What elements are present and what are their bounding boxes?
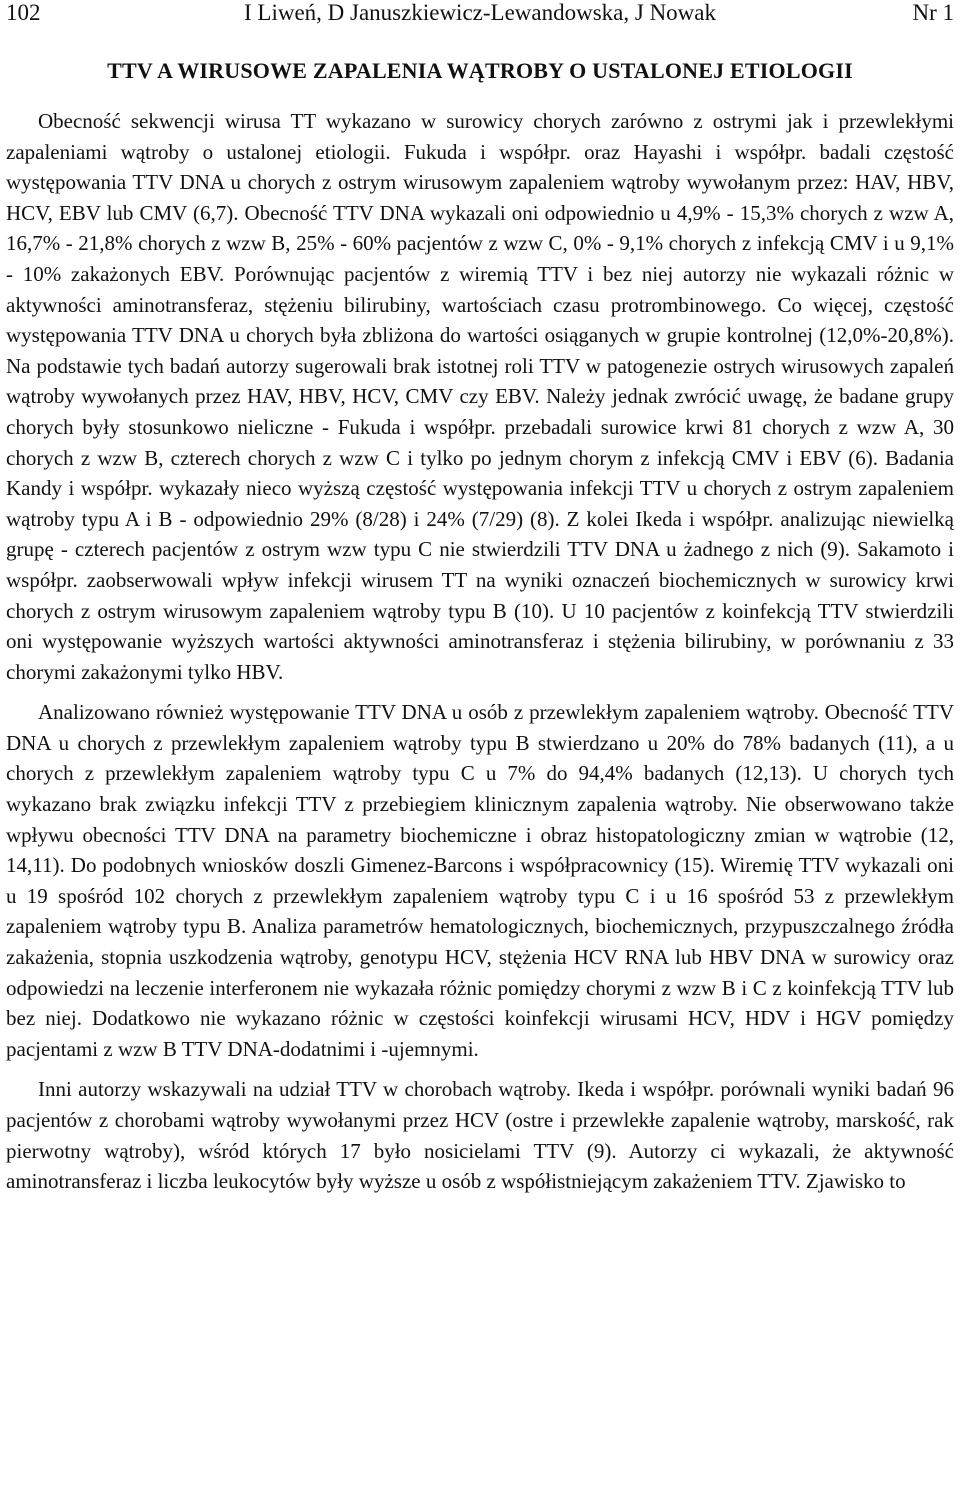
body-paragraph: Analizowano również występowanie TTV DNA u osób z przewlekłym zapaleniem wątroby. Obecność TTV DNA u chorych z przewlekłym zapaleniem wątroby typu B stwierdzano u 20% do 78% badanych (11), a u chorych z przewlekłym zapaleniem wątroby typu C u 7% do 94,4% badanych (12,13). U chorych tych wykazano brak związku infekcji TTV z przebiegiem klinicznym zapalenia wątroby. Nie obserwowano także wpływu obecności TTV DNA na parametry biochemiczne i obraz histopatologiczny zmian w wątrobie (12, 14,11). Do podobnych wniosków doszli Gimenez-Barcons i współpracownicy (15). Wiremię TTV wykazali oni u 19 spośród 102 chorych z przewlekłym zapaleniem wątroby typu C i u 16 spośród 53 z przewlekłym zapaleniem wątroby typu B. Analiza parametrów hematologicznych, biochemicznych, przypuszczalnego źródła zakażenia, stopnia uszkodzenia wątroby, genotypu HCV, stężenia HCV RNA lub HBV DNA w surowicy oraz odpowiedzi na leczenie interferonem nie wykazała różnic pomiędzy chorymi z wzw B i C z koinfekcją TTV lub bez niej. Dodatkowo nie wykazano różnic w częstości koinfekcji wirusami HCV, HDV i HGV pomiędzy pacjentami z wzw B TTV DNA-dodatnimi i -ujemnymi. xyxy=(6,700,954,1061)
document-page xyxy=(6,0,954,1197)
running-header-authors: I Liweń, D Januszkiewicz-Lewandowska, J Nowak xyxy=(244,0,716,25)
body-paragraph: Inni autorzy wskazywali na udział TTV w chorobach wątroby. Ikeda i współpr. porównali wyniki badań 96 pacjentów z chorobami wątroby wywołanymi przez HCV (ostre i przewlekłe zapalenie wątroby, marskość, rak pierwotny wątroby), wśród których 17 było nosicielami TTV (9). Autorzy ci wykazali, że aktywność aminotransferaz i liczba leukocytów były wyższe u osób z współistniejącym zakażeniem TTV. Zjawisko to xyxy=(6,1077,954,1194)
body-paragraph: Obecność sekwencji wirusa TT wykazano w surowicy chorych zarówno z ostrymi jak i przewlekłymi zapaleniami wątroby o ustalonej etiologii. Fukuda i współpr. oraz Hayashi i współpr. badali częstość występowania TTV DNA u chorych z ostrym wirusowym zapaleniem wątroby wywołanym przez: HAV, HBV, HCV, EBV lub CMV (6,7). Obecność TTV DNA wykazali oni odpowiednio u 4,9% - 15,3% chorych z wzw A, 16,7% - 21,8% chorych z wzw B, 25% - 60% pacjentów z wzw C, 0% - 9,1% chorych z infekcją CMV i u 9,1% - 10% zakażonych EBV. Porównując pacjentów z wiremią TTV i bez niej autorzy nie wykazali różnic w aktywności aminotransferaz, stężeniu bilirubiny, wartościach czasu protrombinowego. Co więcej, częstość występowania TTV DNA u chorych była zbliżona do wartości osiąganych w grupie kontrolnej (12,0%-20,8%). Na podstawie tych badań autorzy sugerowali brak istotnej roli TTV w patogenezie ostrych wirusowych zapaleń wątroby wywołanych przez HAV, HBV, HCV, CMV czy EBV. Należy jednak zwrócić uwagę, że badane grupy chorych były stosunkowo nieliczne - Fukuda i współpr. przebadali surowice krwi 81 chorych z wzw A, 30 chorych z wzw B, czterech chorych z wzw C i tylko po jednym chorym z infekcją CMV i EBV (6). Badania Kandy i współpr. wykazały nieco wyższą częstość występowania infekcji TTV u chorych z ostrym zapaleniem wątroby typu A i B - odpowiednio 29% (8/28) i 24% (7/29) (8). Z kolei Ikeda i współpr. analizując niewielką grupę - czterech pacjentów z ostrym wzw typu C nie stwierdzili TTV DNA u żadnego z nich (9). Sakamoto i współpr. zaobserwowali wpływ infekcji wirusem TT na wyniki oznaczeń biochemicznych w surowicy krwi chorych z ostrym wirusowym zapaleniem wątroby typu B (10). U 10 pacjentów z koinfekcją TTV stwierdzili oni występowanie wyższych wartości aktywności aminotransferaz i stężenia bilirubiny, w porównaniu z 33 chorymi zakażonymi tylko HBV. xyxy=(6,109,954,684)
section-title: TTV A WIRUSOWE ZAPALENIA WĄTROBY O USTALONEJ ETIOLOGII xyxy=(107,58,853,83)
page-number: 102 xyxy=(6,0,41,25)
running-header xyxy=(6,0,954,26)
issue-number: Nr 1 xyxy=(912,0,954,25)
